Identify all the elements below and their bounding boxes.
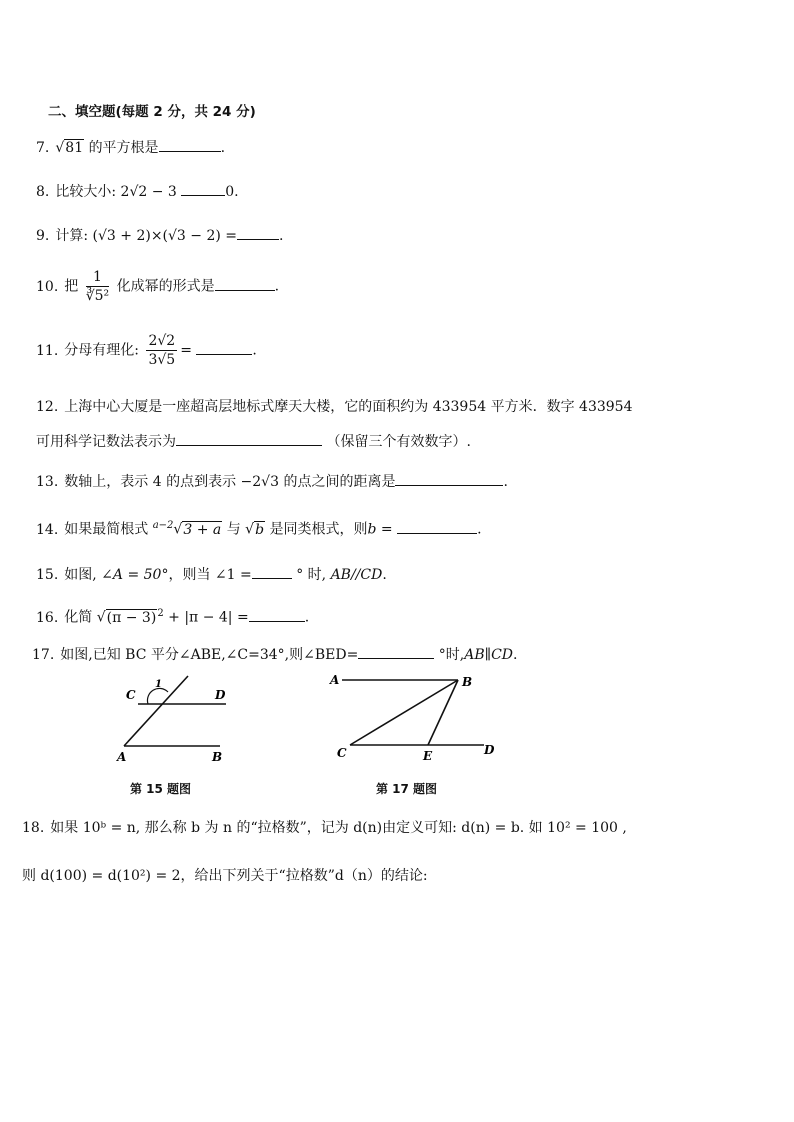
label-b: B: [462, 675, 473, 689]
label-d: D: [215, 688, 226, 702]
answer-blank-17[interactable]: [358, 643, 434, 659]
question-11: 11. 分母有理化: $\frac{2√2}{3√5}$ = .: [36, 333, 257, 368]
label-b: B: [212, 750, 223, 764]
figure-15: [112, 672, 242, 772]
question-9: 9. 计算: (√3 + 2)×(√3 − 2) = .: [36, 224, 283, 246]
label-a: A: [117, 750, 127, 764]
figure-17: [328, 672, 498, 767]
figure-17-caption: 第 17 题图: [376, 782, 438, 796]
label-angle-1: 1: [155, 679, 162, 690]
question-17: 17. 如图,已知 BC 平分∠ABE,∠C=34°,则∠BED= °时,AB∥CD.: [32, 643, 517, 665]
question-8: 8. 比较大小: 2√2 − 3 0.: [36, 180, 239, 202]
label-d: D: [484, 743, 495, 757]
radicand-81: 81: [65, 140, 84, 156]
answer-blank-14[interactable]: [397, 518, 477, 534]
answer-blank-7[interactable]: [159, 136, 221, 152]
question-18-line-2: 则 d(100) = d(10²) = 2，给出下列关于“拉格数”d（n）的结论:: [22, 868, 428, 884]
question-12-line-1: 12. 上海中心大厦是一座超高层地标式摩天大楼，它的面积约为 433954 平方米．数字 433954: [36, 399, 633, 415]
label-e: E: [423, 749, 433, 763]
question-10: 10. 把 $\frac{1}{\text{∛5²}}$ 化成幂的形式是 .: [36, 269, 280, 304]
segment-bc: [350, 680, 458, 745]
section-title: 二、填空题(每题 2 分，共 24 分): [48, 104, 256, 120]
question-7: 7. √81 的平方根是 .: [36, 136, 225, 158]
label-a: A: [330, 673, 340, 687]
question-14: 14. 如果最简根式 $^{a-2}$√3 + a 与 √b 是同类根式，则b = .: [36, 516, 482, 540]
question-13: 13. 数轴上，表示 4 的点到表示 −2√3 的点之间的距离是 .: [36, 470, 508, 492]
question-18-line-1: 18. 如果 10ᵇ = n, 那么称 b 为 n 的“拉格数”，记为 d(n)由定义可知: d(n) = b. 如 10² = 100 ,: [22, 820, 627, 836]
answer-blank-9[interactable]: [237, 224, 279, 240]
fraction-10: $\frac{1}{\text{∛5²}}$: [85, 269, 110, 304]
fraction-11: $\frac{2√2}{3√5}$: [148, 333, 176, 368]
answer-blank-15[interactable]: [252, 563, 292, 579]
answer-blank-13[interactable]: [395, 470, 503, 486]
answer-blank-11[interactable]: [196, 339, 252, 355]
answer-blank-10[interactable]: [215, 275, 275, 291]
answer-blank-12[interactable]: [176, 430, 322, 446]
question-12-line-2: 可用科学记数法表示为 （保留三个有效数字）.: [36, 430, 471, 452]
question-15: 15. 如图, ∠A = 50°，则当 ∠1 = ° 时, AB//CD.: [36, 563, 387, 585]
answer-blank-8[interactable]: [181, 180, 225, 196]
label-c: C: [337, 746, 347, 760]
figure-15-caption: 第 15 题图: [130, 782, 192, 796]
question-16: 16. 化简 $√(\pi - 3)^2 + |\pi - 4|$ = .: [36, 604, 309, 628]
answer-blank-16[interactable]: [249, 606, 305, 622]
label-c: C: [126, 688, 136, 702]
